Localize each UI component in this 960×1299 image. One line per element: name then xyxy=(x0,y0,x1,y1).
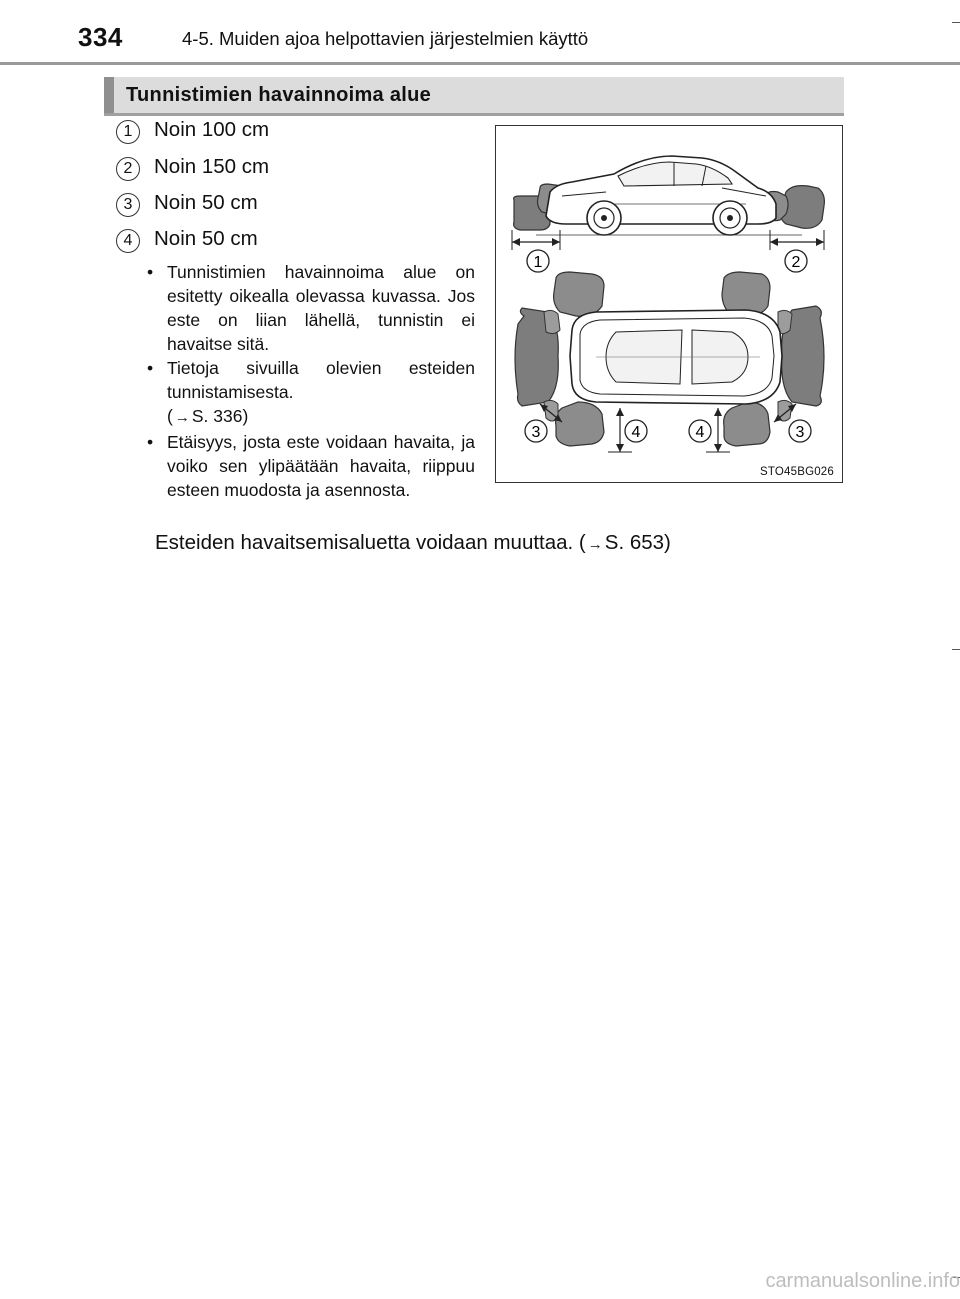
chapter-title: 4-5. Muiden ajoa helpottavien järjestelmien käyttö xyxy=(182,28,589,49)
item-text: Noin 50 cm xyxy=(154,227,258,250)
watermark: carmanualsonline.info xyxy=(765,1270,960,1292)
number-badge: 4 xyxy=(116,229,140,253)
callout-2 xyxy=(785,250,807,272)
number-badge: 3 xyxy=(116,193,140,217)
sensor-range-figure xyxy=(495,125,843,483)
header-divider xyxy=(0,62,960,65)
note-text: Esteiden havaitsemisaluetta voidaan muuttaa. ( xyxy=(155,531,586,554)
note-page-reference[interactable]: S. 653 xyxy=(604,531,665,554)
svg-text:1: 1 xyxy=(533,254,543,271)
sensor-range-illustration xyxy=(496,126,842,482)
svg-text:3: 3 xyxy=(531,424,541,441)
bullet-dot: • xyxy=(147,432,154,452)
distance-arrow-icon xyxy=(512,230,824,250)
callout-3 xyxy=(525,420,547,442)
sensor-zone xyxy=(544,310,560,333)
arrow-right-icon: → xyxy=(587,536,603,553)
page-reference[interactable]: ( → S. 336) xyxy=(167,404,475,430)
bullet-dot: • xyxy=(147,262,154,282)
car-side-view-icon xyxy=(514,156,825,235)
section-title: Tunnistimien havainnoima alue xyxy=(126,84,432,106)
page-reference-text: S. 336 xyxy=(191,406,243,426)
sensor-zone xyxy=(554,272,604,316)
svg-text:4: 4 xyxy=(695,424,705,441)
number-badge: 2 xyxy=(116,157,140,181)
bullet-item xyxy=(145,260,475,356)
section-header-accent xyxy=(104,77,114,113)
section-header xyxy=(104,77,844,116)
bullet-item xyxy=(145,430,475,502)
bullet-dot: • xyxy=(147,358,154,378)
svg-text:4: 4 xyxy=(631,424,641,441)
bullet-text: Tietoja sivuilla olevien esteiden tunnistamisesta. xyxy=(167,358,475,402)
bullet-text: Tunnistimien havainnoima alue on esitetty oikealla olevassa kuvassa. Jos este on liian lähellä, tunnistin ei havaitse sitä. xyxy=(167,262,475,354)
item-text: Noin 50 cm xyxy=(154,191,258,214)
svg-text:3: 3 xyxy=(795,424,805,441)
svg-text:2: 2 xyxy=(791,254,801,271)
crop-mark-top xyxy=(952,22,960,23)
item-text: Noin 100 cm xyxy=(154,118,270,141)
crop-mark-middle xyxy=(952,649,960,650)
callout-4 xyxy=(625,420,647,442)
figure-code: STO45BG026 xyxy=(759,466,834,478)
callout-4 xyxy=(689,420,711,442)
sensor-zone xyxy=(724,402,770,446)
arrow-right-icon: → xyxy=(174,409,190,426)
note-text-end: ) xyxy=(664,531,671,554)
bullet-item xyxy=(145,356,475,430)
page-number: 334 xyxy=(78,22,123,52)
callout-3 xyxy=(789,420,811,442)
callout-1 xyxy=(527,250,549,272)
number-badge: 1 xyxy=(116,120,140,144)
range-change-note xyxy=(155,531,671,555)
bullet-text: Etäisyys, josta este voidaan havaita, ja voiko sen ylipäätään havaita, riippuu esteen muodosta ja asennosta. xyxy=(167,432,475,500)
bullet-list xyxy=(145,260,475,502)
item-text: Noin 150 cm xyxy=(154,155,270,178)
sensor-zone xyxy=(556,402,604,446)
